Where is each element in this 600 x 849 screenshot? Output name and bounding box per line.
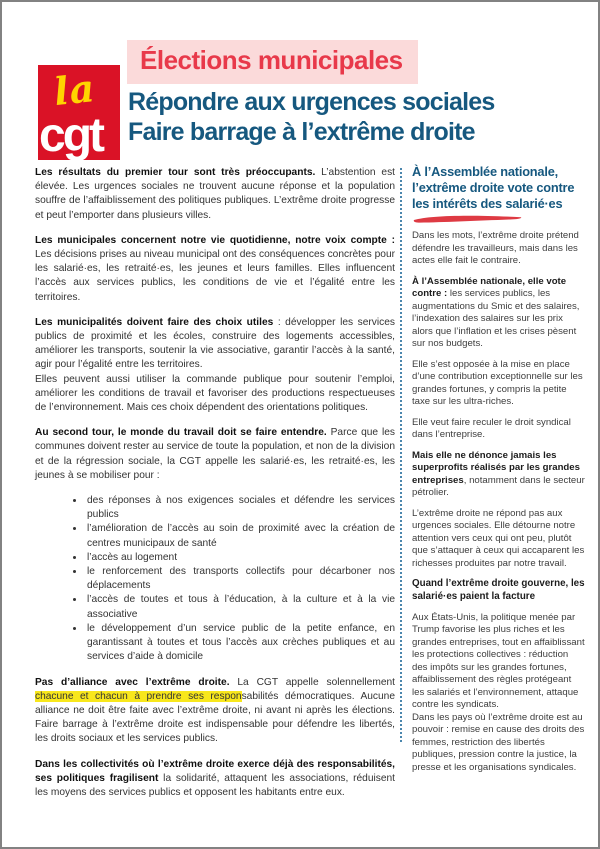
- list-item: • le développement d’un service public de la petite enfance, en garantissant à toutes et tous l’accès aux crèches publiques et au services d’aide à domicile: [85, 622, 395, 665]
- paragraph-lead: À l’Assemblée nationale, elle vote contre :: [412, 275, 567, 299]
- paragraph-lead: Pas d’alliance avec l’extrême droite.: [35, 676, 230, 688]
- sidebar-paragraph: [412, 712, 586, 775]
- list-item: • des réponses à nos exigences sociales et défendre les services publics: [85, 494, 395, 522]
- sidebar-heading: À l’Assemblée nationale, l’extrême droite vote contre les intérêts des salarié·es: [412, 164, 575, 211]
- sidebar-column: [412, 164, 586, 782]
- paragraph-text: La CGT appelle solennellement: [229, 676, 395, 688]
- paragraph-lead: Au second tour, le monde du travail doit se faire entendre.: [35, 427, 327, 439]
- paragraph-lead: Les municipales concernent notre vie quotidienne, notre voix compte :: [35, 234, 395, 246]
- sidebar-paragraph: [412, 612, 586, 712]
- title-line-2: Faire barrage à l’extrême droite: [128, 118, 475, 146]
- sidebar-paragraph: [412, 230, 586, 268]
- paragraph-results: [35, 166, 395, 223]
- page-title: [128, 87, 494, 147]
- paragraph-lead: Les résultats du premier tour sont très préoccupants.: [35, 167, 316, 178]
- cgt-logo: [38, 65, 120, 160]
- sidebar-paragraph: [412, 417, 586, 442]
- paragraph-text: L’abstention est élevée. Les urgences sociales ne trouvent aucune réponse et la population souffre de l’affaiblissement des politiques publiques. L’extrême droite progresse et peut l’emporter dans plusieurs villes.: [35, 167, 395, 221]
- paragraph-lead: Les municipalités doivent faire des choix utiles: [35, 316, 274, 328]
- sidebar-subheading: Quand l’extrême droite gouverne, les salarié·es paient la facture: [412, 578, 585, 602]
- paragraph-second-tour: [35, 426, 395, 483]
- demands-list: [35, 494, 395, 664]
- paragraph-text: Les décisions prises au niveau municipal ont des conséquences concrètes pour les salarié·es, les retraité·es, les jeunes et leurs familles. Elles influencent l’accès aux services publics, les conditions de vie et l’égalité entre les territoires.: [35, 249, 395, 303]
- paragraph-text: Dans les mots, l’extrême droite prétend défendre les travailleurs, mais dans les actes elle fait le contraire.: [412, 230, 579, 266]
- paragraph-text: , notamment dans le secteur pétrolier.: [412, 474, 585, 498]
- paragraph-municipales: [35, 234, 395, 305]
- logo-la-script: la: [51, 64, 98, 115]
- logo-cgt-text: cgt: [39, 109, 102, 162]
- sidebar-paragraph: [412, 276, 586, 351]
- paragraph-collectivites: [35, 758, 395, 801]
- paragraph-text: Dans les pays où l’extrême droite est au pouvoir : remise en cause des droits des femmes, restriction des libertés publiques, pression contre la justice, la presse et les organisations syndicales.: [412, 711, 585, 773]
- column-divider: [400, 168, 402, 742]
- main-column: [35, 166, 395, 811]
- list-item: • le renforcement des transports collectifs pour décarboner nos déplacements: [85, 565, 395, 593]
- paragraph-text: Aux États-Unis, la politique menée par Trump favorise les plus riches et les grandes entreprises, tout en affaiblissant les protections collectives : réduction des impôts sur les grandes fortunes, affaiblissement des règles protégeant les salariés et l’environnement, attaque contre les syndicats.: [412, 611, 585, 711]
- paragraph-text: Elle s’est opposée à la mise en place d’une contribution exceptionnelle sur les grandes fortunes, y compris la petite taxe sur les ultra-riches.: [412, 358, 583, 407]
- list-item: • l’amélioration de l’accès au soin de proximité avec la création de centres municipaux de santé: [85, 522, 395, 550]
- paragraph-text: Elle veut faire reculer le droit syndical dans l’entreprise.: [412, 416, 571, 440]
- sidebar-paragraph: [412, 450, 586, 500]
- paragraph-text: : développer les services publics de proximité et les écoles, construire des logements accessibles, améliorer les transports, soutenir la vie associative, garantir l’accès à la santé, agir pour l’égalité entre les territoires.: [35, 316, 396, 371]
- paragraph-text: les services publics, les augmentations du Smic et des salaires, l’indexation des salaires sur les prix alors que l’inflation et les crises pèsent sur nos budgets.: [412, 288, 580, 349]
- paragraph-pas-alliance: [35, 676, 395, 747]
- paragraph-lead: Dans les collectivités où l’extrême droite exerce déjà des responsabilités, ses politiques fragilisent: [35, 758, 395, 784]
- title-line-1: Répondre aux urgences sociales: [128, 88, 495, 116]
- highlighted-text: chacune et chacun à prendre ses respon: [35, 690, 242, 702]
- sidebar-paragraph: [412, 508, 586, 571]
- sidebar-paragraph: [412, 359, 586, 409]
- paragraph-choix-utiles: [35, 316, 395, 373]
- paragraph-text: L’extrême droite ne répond pas aux urgences sociales. Elle détourne notre attention vers ceux qui ont peu, plutôt que s’attaquer à ceux qui accaparent les richesses produites par notre travail.: [412, 507, 585, 569]
- kicker-banner: [127, 40, 418, 84]
- list-item: • l’accès au logement: [85, 551, 395, 565]
- paragraph-text: Elles peuvent aussi utiliser la commande publique pour soutenir l’emploi, améliorer les conditions de travail et favoriser des productions respectueuses de l’environnement. Mais ces choix dépendent des orientations politiques.: [35, 373, 395, 414]
- paragraph-lead: Mais elle ne dénonce jamais les superprofits réalisés par les grandes entreprises: [412, 449, 580, 486]
- paragraph-text: sabilités démocratiques. Aucune alliance ne doit être faite avec l’extrême droite, ni avant ni après les élections. Faire barrage à l’extrême droite est indispensable pour défendre les libertés, les droits sociaux et les services publics.: [35, 690, 395, 745]
- paragraph-choix-utiles-suite: [35, 373, 395, 416]
- list-item: • l’accès de toutes et tous à l’éducation, à la culture et à la vie associative: [85, 593, 395, 621]
- kicker-text: Élections municipales: [140, 45, 403, 75]
- paragraph-text: la solidarité, attaquent les associations, réduisent les moyens des services publics et opposent les habitants entre eux.: [35, 772, 396, 798]
- red-brush-underline-icon: [412, 214, 524, 223]
- paragraph-text: Parce que les communes doivent rester au service de toute la population, et non de la division et de la régression sociale, la CGT appelle les salarié·es, les retraité·es, les jeunes à se mobiliser pour :: [35, 427, 395, 481]
